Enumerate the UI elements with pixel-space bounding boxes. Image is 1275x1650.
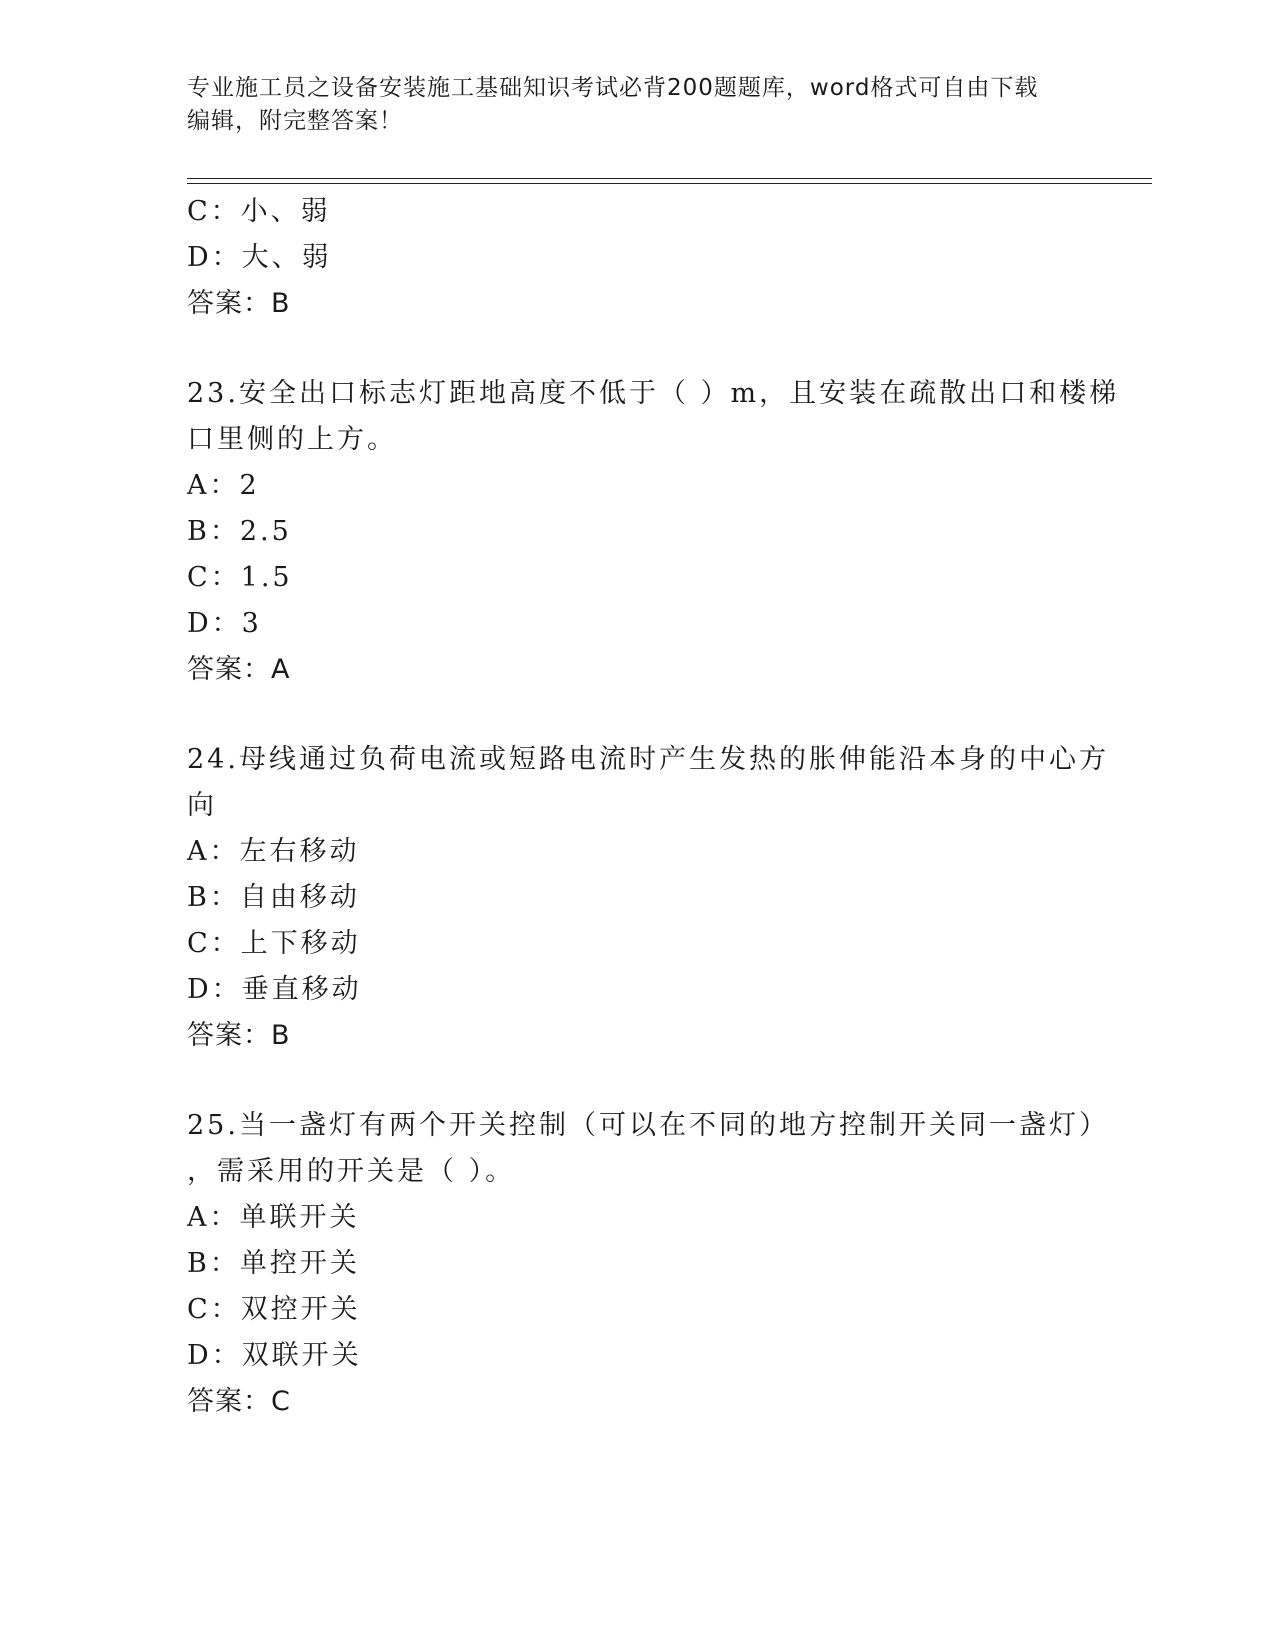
option-a: A：左右移动: [187, 836, 360, 867]
option-a: A：2: [187, 470, 260, 501]
spacer: [187, 327, 1087, 371]
question-text-line: 25.当一盏灯有两个开关控制（可以在不同的地方控制开关同一盏灯）: [187, 1110, 1109, 1141]
question-24: [187, 737, 1109, 1059]
answer-label: 答案：B: [187, 1020, 291, 1051]
header-title-line-1: 专业施工员之设备安装施工基础知识考试必背200题题库，word格式可自由下载: [187, 75, 1039, 101]
option-a: A：单联开关: [187, 1202, 360, 1233]
question-25: [187, 1103, 1109, 1425]
option-c: C：双控开关: [187, 1294, 361, 1325]
question-text-line: 24.母线通过负荷电流或短路电流时产生发热的胀伸能沿本身的中心方: [187, 744, 1109, 775]
option-c: C：1.5: [187, 562, 293, 593]
option-c: C：上下移动: [187, 928, 361, 959]
option-b: B：单控开关: [187, 1248, 360, 1279]
document-header: [187, 72, 1067, 138]
spacer: [187, 1059, 1087, 1103]
option-d: D：大、弱: [187, 242, 332, 273]
option-d: D：3: [187, 608, 262, 639]
option-c: C：小、弱: [187, 196, 331, 227]
spacer: [187, 693, 1087, 737]
question-22-tail: [187, 189, 1087, 327]
option-b: B：2.5: [187, 516, 292, 547]
question-text-line: 口里侧的上方。: [187, 424, 397, 455]
option-b: B：自由移动: [187, 882, 360, 913]
header-divider-bottom: [187, 183, 1152, 184]
document-body: [187, 189, 1120, 1425]
answer-label: 答案：A: [187, 654, 291, 685]
option-d: D：双联开关: [187, 1340, 362, 1371]
question-text-line: 23.安全出口标志灯距地高度不低于（ ）m，且安装在疏散出口和楼梯: [187, 378, 1120, 409]
header-title-line-2: 编辑，附完整答案！: [187, 108, 403, 134]
header-divider-top: [187, 178, 1152, 179]
answer-label: 答案：C: [187, 1386, 291, 1417]
question-text-line: 向: [187, 790, 217, 821]
option-d: D：垂直移动: [187, 974, 362, 1005]
question-text-line: ，需采用的开关是（ ）。: [187, 1156, 516, 1187]
answer-label: 答案：B: [187, 288, 291, 319]
question-23: [187, 371, 1120, 693]
